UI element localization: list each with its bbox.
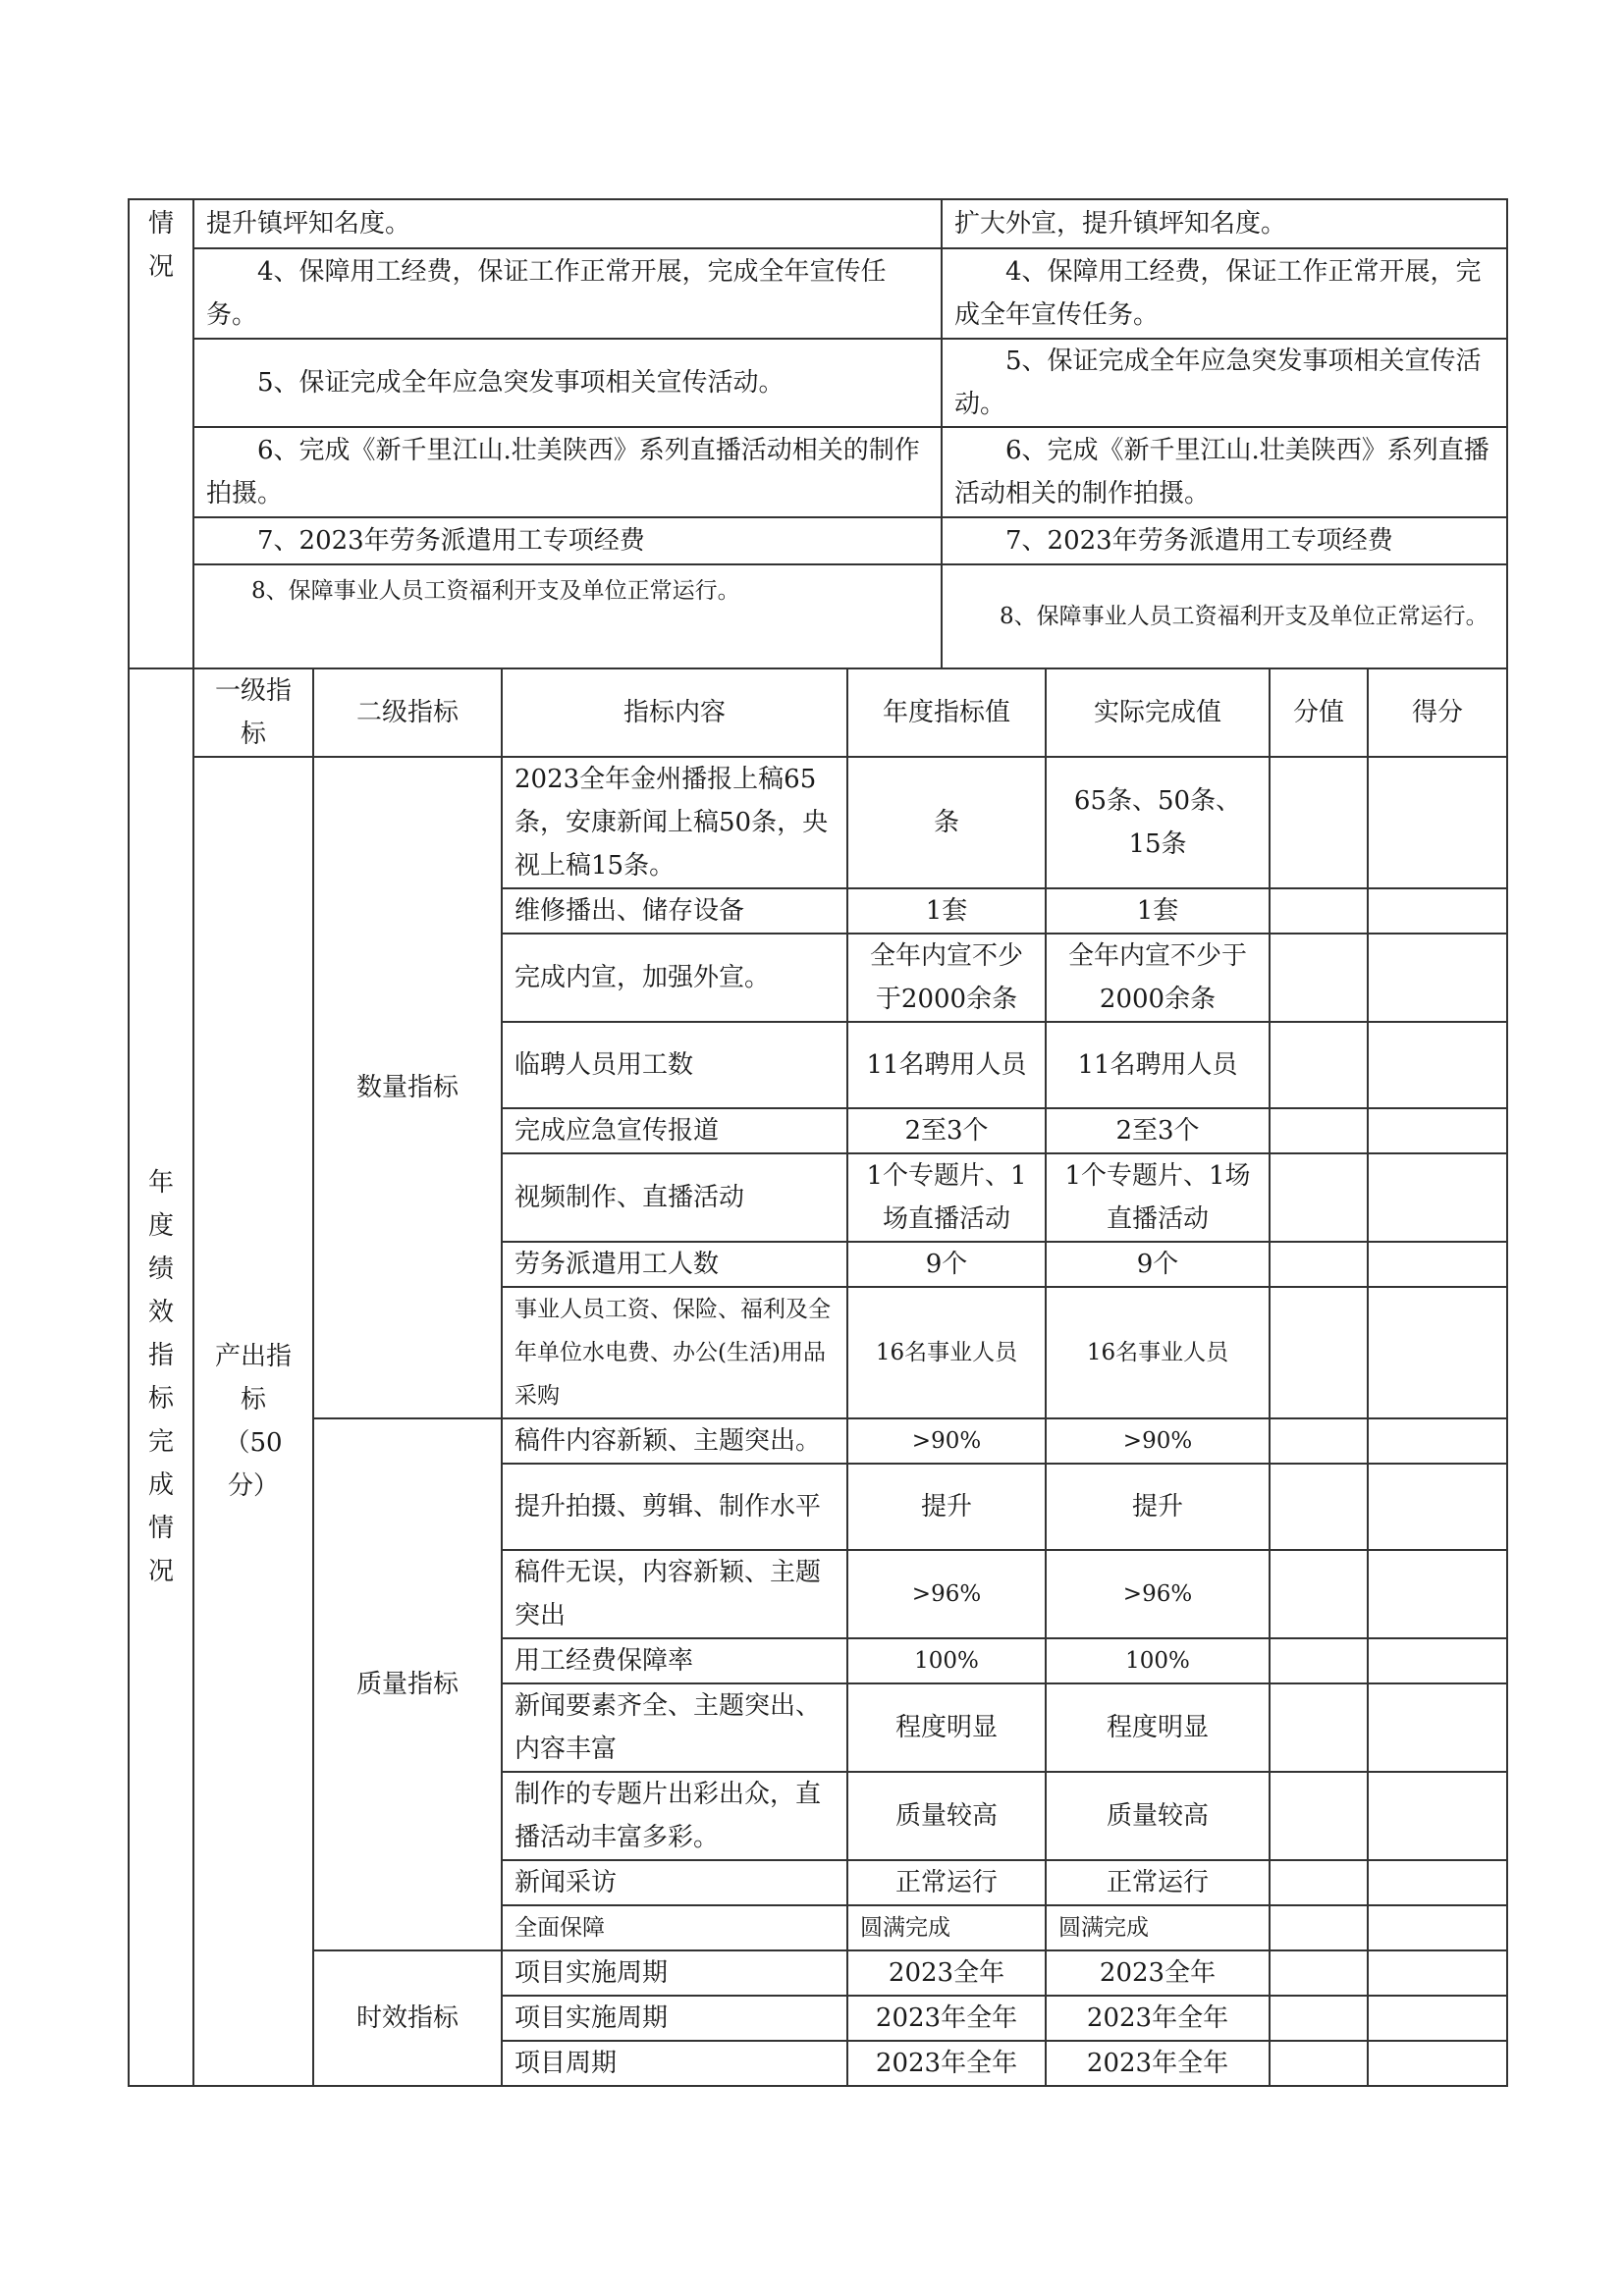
situation-left-cell: 4、保障用工经费，保证工作正常开展，完成全年宣传任务。 <box>193 248 942 339</box>
indicator-score <box>1270 1550 1368 1638</box>
indicator-target: 条 <box>847 757 1046 888</box>
header-score: 分值 <box>1270 668 1368 757</box>
indicator-score <box>1270 1905 1368 1950</box>
situation-right-cell: 6、完成《新千里江山.壮美陕西》系列直播活动相关的制作拍摄。 <box>942 427 1507 517</box>
indicator-target: 全年内宣不少于2000余条 <box>847 934 1046 1022</box>
indicator-content: 项目实施周期 <box>502 1996 847 2041</box>
situation-left-cell: 7、2023年劳务派遣用工专项经费 <box>193 517 942 564</box>
indicator-score <box>1270 1772 1368 1860</box>
indicator-table <box>128 667 1508 2087</box>
quantity-indicator-label: 数量指标 <box>313 757 502 1418</box>
indicator-target: 1套 <box>847 888 1046 934</box>
indicator-score <box>1270 1418 1368 1464</box>
indicator-content: 劳务派遣用工人数 <box>502 1242 847 1287</box>
indicator-score <box>1270 1108 1368 1153</box>
indicator-content: 全面保障 <box>502 1905 847 1950</box>
indicator-content: 提升拍摄、剪辑、制作水平 <box>502 1464 847 1550</box>
indicator-actual: 65条、50条、15条 <box>1046 757 1270 888</box>
header-level2: 二级指标 <box>313 668 502 757</box>
indicator-got <box>1368 1464 1507 1550</box>
indicator-got <box>1368 1153 1507 1242</box>
indicator-target: 2至3个 <box>847 1108 1046 1153</box>
indicator-section-label-cell <box>129 668 193 2086</box>
indicator-target: 提升 <box>847 1464 1046 1550</box>
indicator-actual: 2至3个 <box>1046 1108 1270 1153</box>
indicator-actual: 1个专题片、1场直播活动 <box>1046 1153 1270 1242</box>
indicator-got <box>1368 1550 1507 1638</box>
indicator-content: 事业人员工资、保险、福利及全年单位水电费、办公(生活)用品采购 <box>502 1287 847 1418</box>
indicator-score <box>1270 1022 1368 1108</box>
indicator-actual: 2023全年 <box>1046 1950 1270 1996</box>
indicator-actual: >90% <box>1046 1418 1270 1464</box>
indicator-score <box>1270 1242 1368 1287</box>
indicator-actual: 2023年全年 <box>1046 2041 1270 2086</box>
output-indicator-points: （50分） <box>224 1428 283 1501</box>
header-target: 年度指标值 <box>847 668 1046 757</box>
indicator-got <box>1368 1108 1507 1153</box>
indicator-content: 项目周期 <box>502 2041 847 2086</box>
indicator-actual: >96% <box>1046 1550 1270 1638</box>
indicator-score <box>1270 1153 1368 1242</box>
indicator-score <box>1270 1464 1368 1550</box>
indicator-content: 完成应急宣传报道 <box>502 1108 847 1153</box>
indicator-content: 临聘人员用工数 <box>502 1022 847 1108</box>
indicator-content: 新闻采访 <box>502 1860 847 1905</box>
indicator-score <box>1270 1950 1368 1996</box>
timeliness-indicator-label: 时效指标 <box>313 1950 502 2086</box>
indicator-got <box>1368 934 1507 1022</box>
indicator-actual: 2023年全年 <box>1046 1996 1270 2041</box>
situation-left-cell: 6、完成《新千里江山.壮美陕西》系列直播活动相关的制作拍摄。 <box>193 427 942 517</box>
output-indicator-label: 产出指标 <box>214 1342 292 1415</box>
indicator-score <box>1270 1860 1368 1905</box>
performance-table-page <box>128 198 1506 2087</box>
indicator-content: 2023全年金州播报上稿65条，安康新闻上稿50条，央视上稿15条。 <box>502 757 847 888</box>
indicator-got <box>1368 1242 1507 1287</box>
indicator-actual: 16名事业人员 <box>1046 1287 1270 1418</box>
situation-label: 情况 <box>147 209 174 282</box>
indicator-target: 圆满完成 <box>847 1905 1046 1950</box>
indicator-content: 新闻要素齐全、主题突出、内容丰富 <box>502 1683 847 1772</box>
header-content: 指标内容 <box>502 668 847 757</box>
indicator-actual: 圆满完成 <box>1046 1905 1270 1950</box>
indicator-target: 程度明显 <box>847 1683 1046 1772</box>
indicator-target: 9个 <box>847 1242 1046 1287</box>
indicator-got <box>1368 1022 1507 1108</box>
indicator-target: 1个专题片、1场直播活动 <box>847 1153 1046 1242</box>
situation-right-cell: 8、保障事业人员工资福利开支及单位正常运行。 <box>942 564 1507 668</box>
indicator-got <box>1368 1950 1507 1996</box>
indicator-content: 用工经费保障率 <box>502 1638 847 1683</box>
situation-left-cell: 提升镇坪知名度。 <box>193 199 942 248</box>
indicator-got <box>1368 1996 1507 2041</box>
indicator-content: 项目实施周期 <box>502 1950 847 1996</box>
output-indicator-cell <box>193 757 313 2086</box>
header-got: 得分 <box>1368 668 1507 757</box>
indicator-content: 完成内宣，加强外宣。 <box>502 934 847 1022</box>
indicator-got <box>1368 1638 1507 1683</box>
indicator-target: 质量较高 <box>847 1772 1046 1860</box>
indicator-section-label: 年度绩效指标完成情况 <box>147 1168 174 1586</box>
indicator-actual: 100% <box>1046 1638 1270 1683</box>
indicator-actual: 9个 <box>1046 1242 1270 1287</box>
indicator-got <box>1368 1860 1507 1905</box>
quality-indicator-label: 质量指标 <box>313 1418 502 1950</box>
indicator-got <box>1368 1418 1507 1464</box>
indicator-score <box>1270 757 1368 888</box>
indicator-target: >96% <box>847 1550 1046 1638</box>
indicator-score <box>1270 1683 1368 1772</box>
indicator-actual: 11名聘用人员 <box>1046 1022 1270 1108</box>
indicator-content: 视频制作、直播活动 <box>502 1153 847 1242</box>
situation-right-cell: 4、保障用工经费，保证工作正常开展，完成全年宣传任务。 <box>942 248 1507 339</box>
indicator-actual: 1套 <box>1046 888 1270 934</box>
indicator-score <box>1270 2041 1368 2086</box>
indicator-got <box>1368 1287 1507 1418</box>
indicator-got <box>1368 2041 1507 2086</box>
situation-label-cell <box>129 199 193 668</box>
header-actual: 实际完成值 <box>1046 668 1270 757</box>
situation-right-cell: 7、2023年劳务派遣用工专项经费 <box>942 517 1507 564</box>
situation-left-cell: 8、保障事业人员工资福利开支及单位正常运行。 <box>193 564 942 668</box>
indicator-score <box>1270 1287 1368 1418</box>
indicator-content: 制作的专题片出彩出众，直播活动丰富多彩。 <box>502 1772 847 1860</box>
indicator-got <box>1368 1683 1507 1772</box>
indicator-got <box>1368 1772 1507 1860</box>
indicator-target: 2023年全年 <box>847 2041 1046 2086</box>
indicator-target: 16名事业人员 <box>847 1287 1046 1418</box>
situation-table <box>128 198 1508 669</box>
indicator-content: 维修播出、储存设备 <box>502 888 847 934</box>
indicator-actual: 提升 <box>1046 1464 1270 1550</box>
situation-left-cell: 5、保证完成全年应急突发事项相关宣传活动。 <box>193 339 942 427</box>
indicator-target: 2023年全年 <box>847 1996 1046 2041</box>
indicator-got <box>1368 888 1507 934</box>
indicator-got <box>1368 757 1507 888</box>
indicator-target: 11名聘用人员 <box>847 1022 1046 1108</box>
indicator-target: 2023全年 <box>847 1950 1046 1996</box>
indicator-score <box>1270 888 1368 934</box>
indicator-got <box>1368 1905 1507 1950</box>
indicator-actual: 正常运行 <box>1046 1860 1270 1905</box>
situation-right-cell: 5、保证完成全年应急突发事项相关宣传活动。 <box>942 339 1507 427</box>
indicator-target: 正常运行 <box>847 1860 1046 1905</box>
indicator-content: 稿件无误，内容新颖、主题突出 <box>502 1550 847 1638</box>
indicator-actual: 程度明显 <box>1046 1683 1270 1772</box>
indicator-actual: 全年内宣不少于2000余条 <box>1046 934 1270 1022</box>
indicator-score <box>1270 1996 1368 2041</box>
situation-right-cell: 扩大外宣，提升镇坪知名度。 <box>942 199 1507 248</box>
indicator-content: 稿件内容新颖、主题突出。 <box>502 1418 847 1464</box>
indicator-target: 100% <box>847 1638 1046 1683</box>
indicator-score <box>1270 934 1368 1022</box>
indicator-actual: 质量较高 <box>1046 1772 1270 1860</box>
header-level1: 一级指标 <box>193 668 313 757</box>
indicator-target: >90% <box>847 1418 1046 1464</box>
indicator-score <box>1270 1638 1368 1683</box>
